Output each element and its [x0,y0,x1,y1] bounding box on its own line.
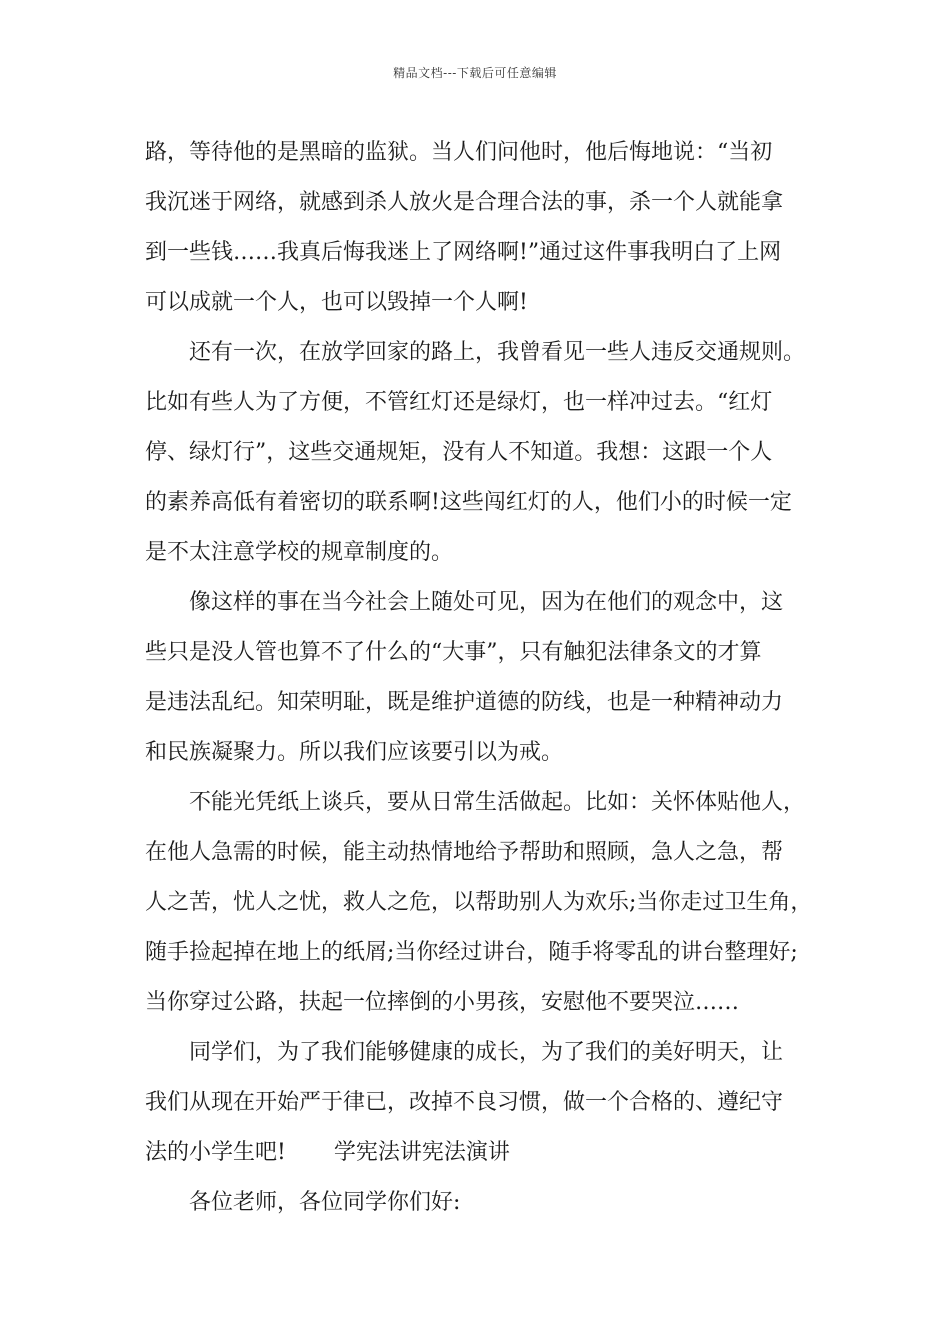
text-line: 可以成就一个人，也可以毁掉一个人啊! [145,290,528,315]
text-line: 随手捡起掉在地上的纸屑;当你经过讲台，随手将零乱的讲台整理好; [145,940,798,965]
text-line: 路，等待他的是黑暗的监狱。当人们问他时，他后悔地说：“当初 [145,140,773,165]
paragraph [145,778,817,1028]
text-line: 和民族凝聚力。所以我们应该要引以为戒。 [145,740,564,765]
paragraph [145,328,817,578]
text-line: 还有一次，在放学回家的路上，我曾看见一些人违反交通规则。 [189,340,806,365]
text-line: 些只是没人管也算不了什么的“大事”，只有触犯法律条文的才算 [145,640,762,665]
paragraph [145,1178,817,1228]
text-line: 当你穿过公路，扶起一位摔倒的小男孩，安慰他不要哭泣…… [145,990,740,1015]
text-line: 我们从现在开始严于律已，改掉不良习惯，做一个合格的、遵纪守 [145,1090,784,1115]
section-title: 学宪法讲宪法演讲 [333,1140,510,1165]
document-body [145,128,817,1228]
text-line: 同学们，为了我们能够健康的成长，为了我们的美好明天，让 [189,1040,784,1065]
paragraph [145,578,817,778]
page-header: 精品文档---下载后可任意编辑 [393,66,557,80]
text-line: 的素养高低有着密切的联系啊!这些闯红灯的人，他们小的时候一定 [145,490,792,515]
text-line-with-title [145,1128,817,1178]
text-line: 在他人急需的时候，能主动热情地给予帮助和照顾，急人之急，帮 [145,840,784,865]
paragraph [145,1028,817,1178]
greeting-line: 各位老师，各位同学你们好: [189,1190,461,1215]
text-line: 是违法乱纪。知荣明耻，既是维护道德的防线，也是一种精神动力 [145,690,784,715]
text-line: 不能光凭纸上谈兵，要从日常生活做起。比如：关怀体贴他人， [189,790,806,815]
closing-text: 法的小学生吧! [145,1140,286,1165]
text-line: 像这样的事在当今社会上随处可见，因为在他们的观念中，这 [189,590,784,615]
text-line: 比如有些人为了方便，不管红灯还是绿灯，也一样冲过去。“红灯 [145,390,773,415]
text-line: 人之苦，忧人之忧，救人之危，以帮助别人为欢乐;当你走过卫生角， [145,890,813,915]
text-line: 到一些钱……我真后悔我迷上了网络啊!”通过这件事我明白了上网 [145,240,782,265]
paragraph [145,128,817,328]
text-line: 是不太注意学校的规章制度的。 [145,540,454,565]
text-line: 我沉迷于网络，就感到杀人放火是合理合法的事，杀一个人就能拿 [145,190,784,215]
text-line: 停、绿灯行”，这些交通规矩，没有人不知道。我想：这跟一个人 [145,440,773,465]
